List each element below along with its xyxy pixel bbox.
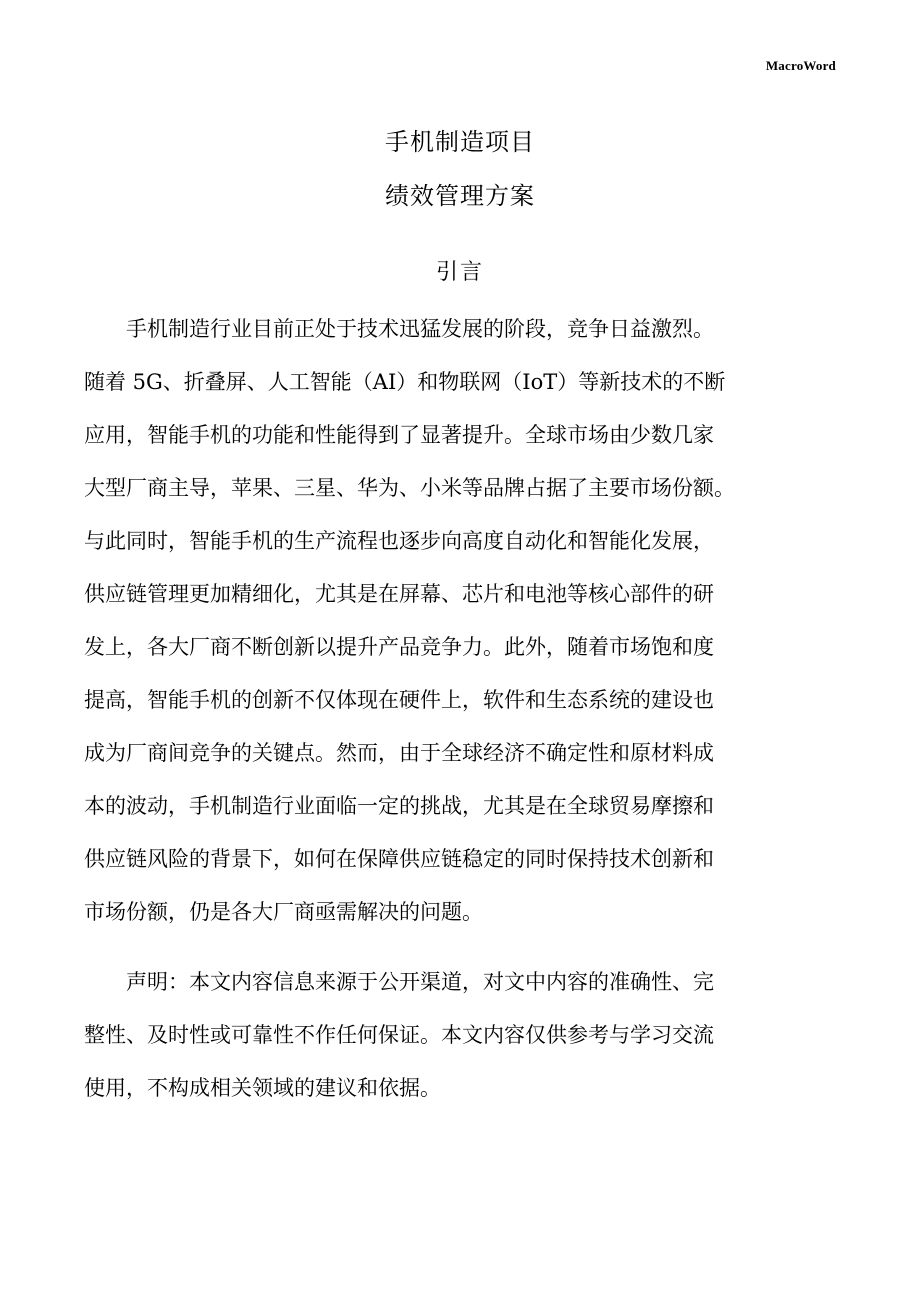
paragraph-line: 发上，各大厂商不断创新以提升产品竞争力。此外，随着市场饱和度 xyxy=(84,635,714,659)
document-title-line-2: 绩效管理方案 xyxy=(385,182,535,210)
introduction-paragraph xyxy=(84,303,844,939)
paragraph-line: 提高，智能手机的创新不仅体现在硬件上，软件和生态系统的建设也 xyxy=(84,688,714,712)
paragraph-line: 应用，智能手机的功能和性能得到了显著提升。全球市场由少数几家 xyxy=(84,423,714,447)
paragraph-line: 本的波动，手机制造行业面临一定的挑战，尤其是在全球贸易摩擦和 xyxy=(84,794,714,818)
paragraph-line: 市场份额，仍是各大厂商亟需解决的问题。 xyxy=(84,900,483,924)
paragraph-line: 手机制造行业目前正处于技术迅猛发展的阶段，竞争日益激烈。 xyxy=(84,317,714,341)
section-heading-introduction: 引言 xyxy=(435,260,484,285)
disclaimer-paragraph xyxy=(84,956,844,1115)
paragraph-line: 成为厂商间竞争的关键点。然而，由于全球经济不确定性和原材料成 xyxy=(84,741,714,765)
paragraph-line: 整性、及时性或可靠性不作任何保证。本文内容仅供参考与学习交流 xyxy=(84,1023,714,1047)
paragraph-line: 声明：本文内容信息来源于公开渠道，对文中内容的准确性、完 xyxy=(84,970,714,994)
paragraph-line: 供应链风险的背景下，如何在保障供应链稳定的同时保持技术创新和 xyxy=(84,847,714,871)
paragraph-line: 随着 5G、折叠屏、人工智能（AI）和物联网（IoT）等新技术的不断 xyxy=(84,370,726,394)
paragraph-line: 供应链管理更加精细化，尤其是在屏幕、芯片和电池等核心部件的研 xyxy=(84,582,714,606)
brand-label: MacroWord xyxy=(765,58,836,73)
paragraph-line: 大型厂商主导，苹果、三星、华为、小米等品牌占据了主要市场份额。 xyxy=(84,476,735,500)
paragraph-line: 使用，不构成相关领域的建议和依据。 xyxy=(84,1076,441,1100)
document-title-line-1: 手机制造项目 xyxy=(385,128,535,156)
paragraph-line: 与此同时，智能手机的生产流程也逐步向高度自动化和智能化发展， xyxy=(84,529,714,553)
